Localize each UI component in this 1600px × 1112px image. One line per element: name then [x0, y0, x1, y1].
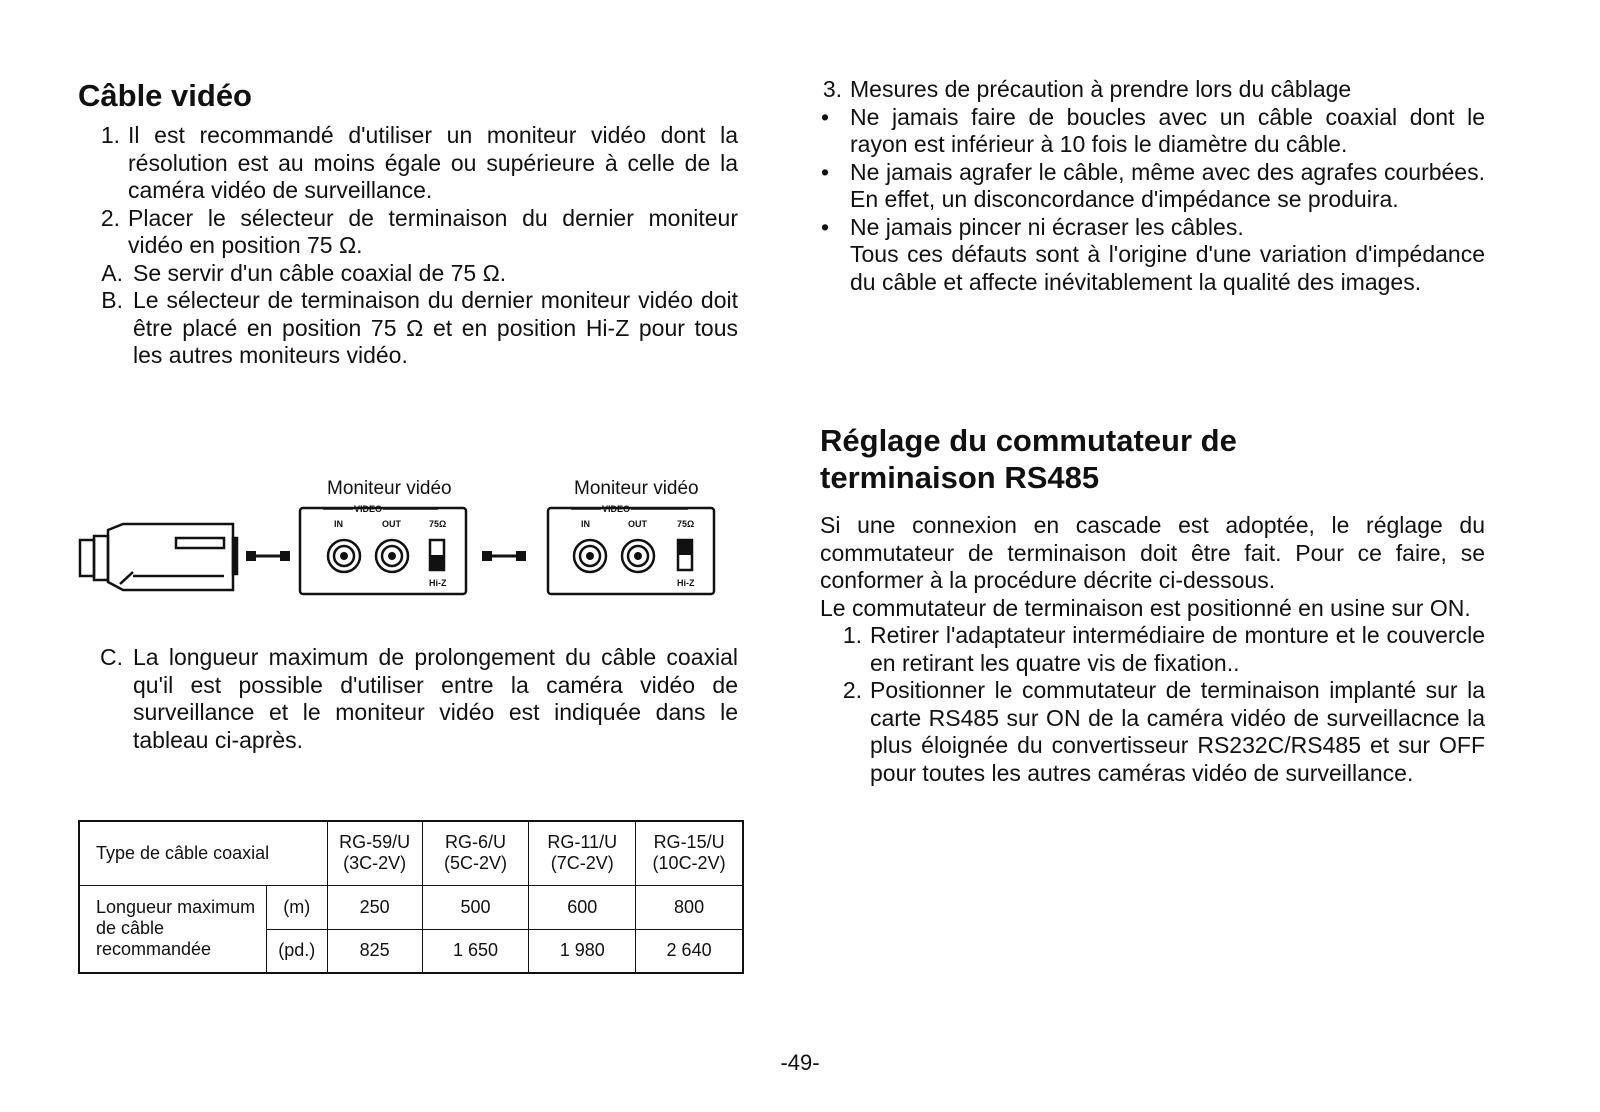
table-cell: 2 640	[636, 929, 743, 973]
item-text: Se servir d'un câble coaxial de 75 Ω.	[133, 259, 507, 286]
item-letter: B.	[101, 287, 123, 313]
table-cell: 500	[422, 885, 529, 929]
bullet-text: Ne jamais faire de boucles avec un câble coaxial dont le rayon est inférieur à 10 fois le diamètre du câble.	[850, 103, 1485, 157]
ohm-label-1: 75Ω	[429, 519, 447, 529]
bullet-icon: •	[820, 103, 830, 130]
item-number: 1.	[100, 122, 120, 148]
item-text: Il est recommandé d'utiliser un moniteur vidéo dont la résolution est au moins égale ou supérieure à celle de la caméra vidéo de surveillance.	[128, 122, 738, 203]
left-column	[78, 78, 738, 370]
out-label-2: OUT	[628, 519, 647, 529]
item-number: 3.	[822, 76, 842, 102]
bullet-text: Ne jamais pincer ni écraser les câbles.	[850, 213, 1244, 240]
list-item	[78, 122, 738, 205]
camera-icon	[80, 524, 237, 590]
in-label-2: IN	[581, 519, 590, 529]
column-header: RG-15/U (10C-2V)	[636, 821, 743, 885]
intro-paragraph: Si une connexion en cascade est adoptée, le réglage du commutateur de terminaison doit être fait. Pour ce faire, se conformer à la procédure décrite ci-dessous.	[820, 512, 1485, 593]
sub-list-item	[78, 644, 738, 754]
monitor-2-label: Moniteur vidéo	[574, 478, 699, 499]
item-text: Placer le sélecteur de terminaison du dernier moniteur vidéo en position 75 Ω.	[128, 204, 738, 258]
hiz-label-1: Hi-Z	[429, 578, 447, 588]
sub-list-item	[78, 287, 738, 370]
intro-paragraph: Le commutateur de terminaison est positionné en usine sur ON.	[820, 594, 1471, 621]
out-label-1: OUT	[382, 519, 401, 529]
cable-length-table	[78, 820, 744, 974]
video-label-1: VIDEO	[353, 504, 383, 514]
bullet-item	[800, 159, 1485, 214]
item-c-block	[78, 644, 738, 754]
section-title-cable-video: Câble vidéo	[78, 78, 252, 113]
diagram-svg	[78, 472, 738, 622]
bullet-note: Tous ces défauts sont à l'origine d'une variation d'impédance du câble et affecte inévitablement la qualité des images.	[850, 241, 1485, 295]
item-text: Retirer l'adaptateur intermédiaire de monture et le couvercle en retirant les quatre vis de fixation..	[870, 622, 1485, 676]
table-cell: 800	[636, 885, 743, 929]
sub-list-item	[78, 260, 738, 288]
list-item	[790, 76, 1485, 104]
item-letter: C.	[100, 644, 123, 670]
section-title-rs485: Réglage du commutateur de terminaison RS485	[820, 423, 1237, 495]
in-label-1: IN	[334, 519, 343, 529]
cable-connector-icon	[246, 551, 290, 561]
item-letter: A.	[101, 259, 123, 286]
right-column	[820, 76, 1485, 787]
item-text: Positionner le commutateur de terminaison implanté sur la carte RS485 sur ON de la caméra vidéo de surveillacnce la plus éloignée du convertisseur RS232C/RS485 et sur OFF pour toutes les autres caméras vidéo de surveillance.	[870, 677, 1485, 786]
hiz-label-2: Hi-Z	[677, 578, 695, 588]
bullet-icon: •	[820, 158, 830, 185]
table-cell: 1 980	[529, 929, 636, 973]
column-header: RG-59/U (3C-2V)	[327, 821, 422, 885]
video-label-2: VIDEO	[601, 504, 631, 514]
unit-feet: (pd.)	[266, 929, 327, 973]
cable-connector-icon	[482, 551, 526, 561]
item-number: 2.	[100, 204, 120, 231]
table-cell: 1 650	[422, 929, 529, 973]
list-item	[78, 205, 738, 260]
page-number: -49-	[780, 1050, 820, 1075]
table-cell: 250	[327, 885, 422, 929]
item-text: Le sélecteur de terminaison du dernier moniteur vidéo doit être placé en position 75 Ω et en position Hi-Z pour tous les autres moniteurs vidéo.	[133, 287, 738, 368]
item-number: 1.	[842, 622, 862, 648]
bullet-item	[800, 214, 1485, 242]
list-item	[820, 677, 1485, 787]
list-item	[820, 622, 1485, 677]
table-cell: 600	[529, 885, 636, 929]
bullet-icon: •	[820, 213, 830, 240]
column-header: RG-11/U (7C-2V)	[529, 821, 636, 885]
length-label: Longueur maximum de câble recommandée	[79, 885, 266, 973]
item-text: La longueur maximum de prolongement du câble coaxial qu'il est possible d'utiliser entre la caméra vidéo de surveillance et le moniteur vidéo est indiquée dans le tableau ci-après.	[133, 644, 738, 753]
monitor-1-label: Moniteur vidéo	[327, 478, 452, 499]
unit-meters: (m)	[266, 885, 327, 929]
type-header: Type de câble coaxial	[79, 821, 327, 885]
table-cell: 825	[327, 929, 422, 973]
column-header: RG-6/U (5C-2V)	[422, 821, 529, 885]
bullet-item	[800, 104, 1485, 159]
bullet-text: Ne jamais agrafer le câble, même avec des agrafes courbées. En effet, un disconcordance d'impédance se produira.	[850, 158, 1485, 212]
connection-diagram	[78, 472, 738, 622]
ohm-label-2: 75Ω	[677, 519, 695, 529]
item-text: Mesures de précaution à prendre lors du câblage	[850, 76, 1352, 102]
item-number: 2.	[842, 677, 862, 703]
